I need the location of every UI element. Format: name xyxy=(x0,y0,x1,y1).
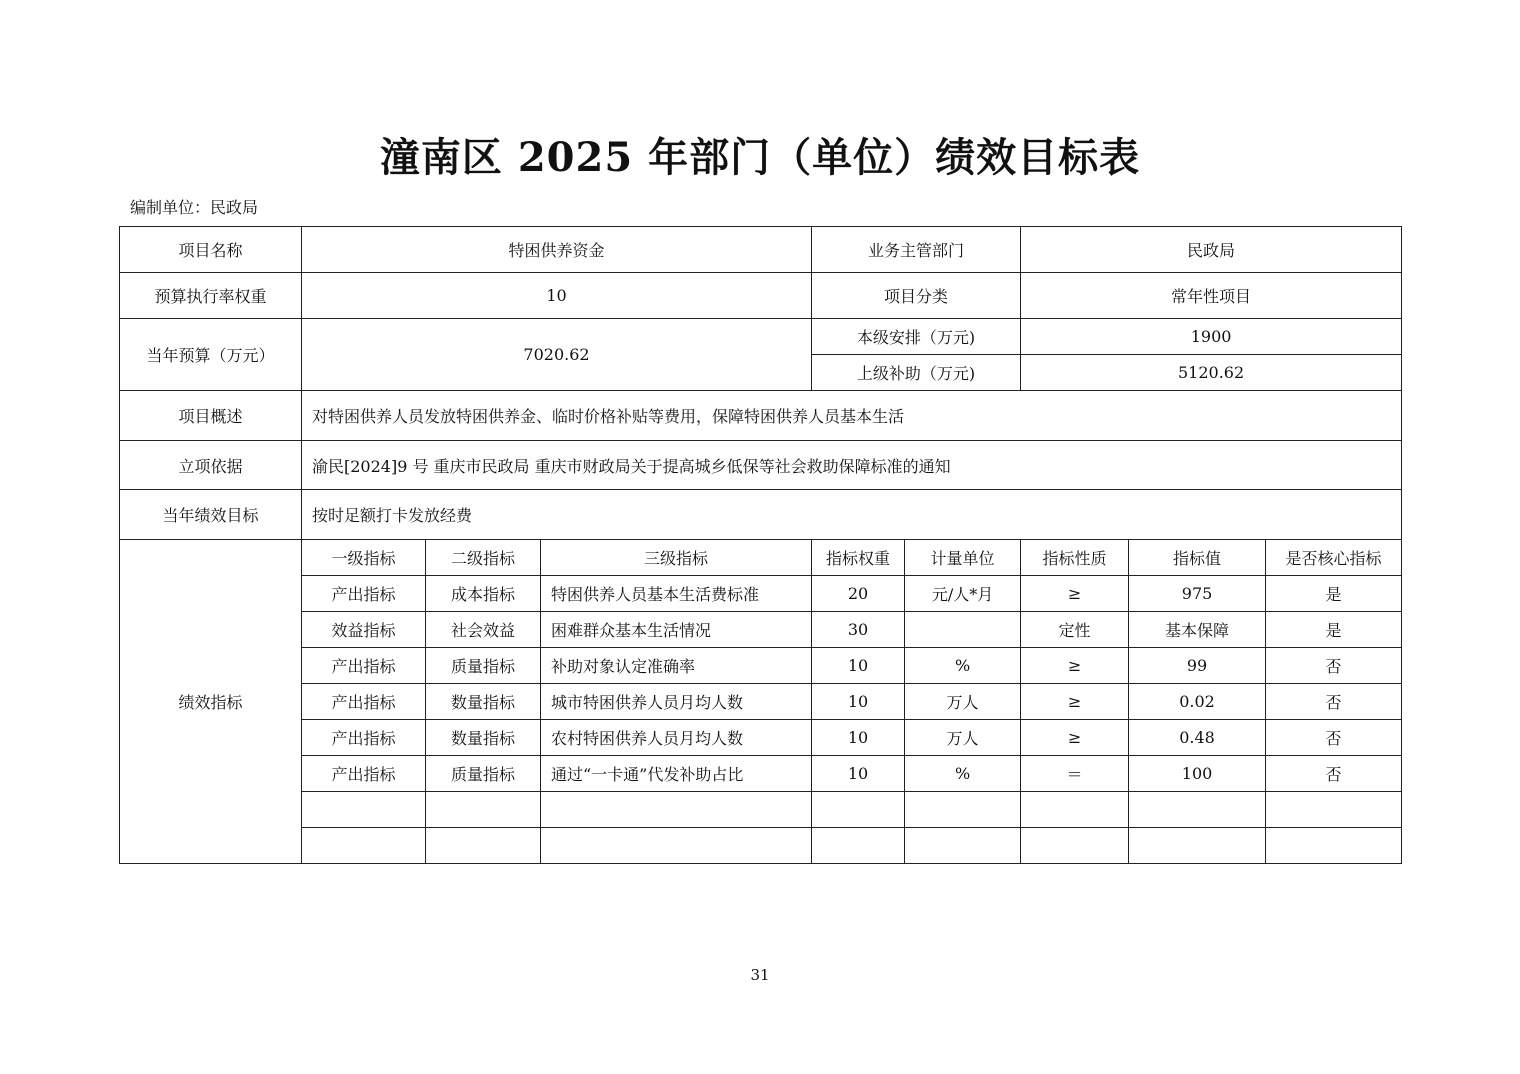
empty-cell xyxy=(302,828,426,864)
dept-label: 业务主管部门 xyxy=(812,227,1021,273)
empty-cell xyxy=(1266,828,1402,864)
nature-cell: 定性 xyxy=(1021,612,1129,648)
level1-cell: 产出指标 xyxy=(302,684,426,720)
project-category-label: 项目分类 xyxy=(812,273,1021,319)
empty-cell xyxy=(812,828,905,864)
level3-cell: 困难群众基本生活情况 xyxy=(541,612,812,648)
project-name-value: 特困供养资金 xyxy=(302,227,812,273)
core-cell: 否 xyxy=(1266,756,1402,792)
table-row xyxy=(120,684,1402,720)
level3-cell: 通过“一卡通”代发补助占比 xyxy=(541,756,812,792)
header-level3: 三级指标 xyxy=(541,540,812,576)
annual-budget-label: 当年预算（万元） xyxy=(120,319,302,391)
unit-cell: 万人 xyxy=(905,684,1021,720)
value-cell: 99 xyxy=(1129,648,1266,684)
table-row xyxy=(120,648,1402,684)
value-cell: 0.48 xyxy=(1129,720,1266,756)
core-cell: 是 xyxy=(1266,576,1402,612)
empty-cell xyxy=(1129,792,1266,828)
level1-cell: 产出指标 xyxy=(302,756,426,792)
header-level1: 一级指标 xyxy=(302,540,426,576)
empty-cell xyxy=(1021,828,1129,864)
empty-cell xyxy=(1021,792,1129,828)
header-core: 是否核心指标 xyxy=(1266,540,1402,576)
level1-cell: 效益指标 xyxy=(302,612,426,648)
weight-cell: 30 xyxy=(812,612,905,648)
empty-cell xyxy=(302,792,426,828)
dept-value: 民政局 xyxy=(1021,227,1402,273)
value-cell: 0.02 xyxy=(1129,684,1266,720)
overview-label: 项目概述 xyxy=(120,391,302,441)
nature-cell: ≥ xyxy=(1021,648,1129,684)
level3-cell: 城市特困供养人员月均人数 xyxy=(541,684,812,720)
basis-label: 立项依据 xyxy=(120,441,302,490)
weight-cell: 10 xyxy=(812,720,905,756)
value-cell: 975 xyxy=(1129,576,1266,612)
unit-cell: % xyxy=(905,756,1021,792)
table-row xyxy=(120,612,1402,648)
indicator-header-row xyxy=(120,540,1402,576)
upper-funding-value: 5120.62 xyxy=(1021,355,1402,391)
core-cell: 是 xyxy=(1266,612,1402,648)
empty-cell xyxy=(905,828,1021,864)
empty-cell xyxy=(1266,792,1402,828)
performance-target-table xyxy=(119,226,1402,864)
page-number: 31 xyxy=(750,966,770,984)
empty-row xyxy=(120,828,1402,864)
annual-goal-label: 当年绩效目标 xyxy=(120,490,302,540)
basis-value: 渝民[2024]9 号 重庆市民政局 重庆市财政局关于提高城乡低保等社会救助保障标准的通知 xyxy=(302,441,1402,490)
weight-cell: 10 xyxy=(812,648,905,684)
nature-cell: ＝ xyxy=(1021,756,1129,792)
empty-cell xyxy=(1129,828,1266,864)
nature-cell: ≥ xyxy=(1021,576,1129,612)
table-row xyxy=(120,756,1402,792)
empty-cell xyxy=(426,792,541,828)
header-unit: 计量单位 xyxy=(905,540,1021,576)
unit-cell xyxy=(905,612,1021,648)
core-cell: 否 xyxy=(1266,720,1402,756)
core-cell: 否 xyxy=(1266,648,1402,684)
compiling-unit: 编制单位：民政局 xyxy=(130,198,259,217)
project-category-value: 常年性项目 xyxy=(1021,273,1402,319)
project-name-label: 项目名称 xyxy=(120,227,302,273)
level3-cell: 补助对象认定准确率 xyxy=(541,648,812,684)
level2-cell: 质量指标 xyxy=(426,756,541,792)
weight-cell: 10 xyxy=(812,756,905,792)
header-level2: 二级指标 xyxy=(426,540,541,576)
core-cell: 否 xyxy=(1266,684,1402,720)
unit-cell: 万人 xyxy=(905,720,1021,756)
annual-budget-value: 7020.62 xyxy=(302,319,812,391)
level3-cell: 特困供养人员基本生活费标准 xyxy=(541,576,812,612)
empty-cell xyxy=(905,792,1021,828)
level2-cell: 数量指标 xyxy=(426,720,541,756)
header-value: 指标值 xyxy=(1129,540,1266,576)
nature-cell: ≥ xyxy=(1021,720,1129,756)
budget-weight-label: 预算执行率权重 xyxy=(120,273,302,319)
weight-cell: 20 xyxy=(812,576,905,612)
unit-cell: 元/人*月 xyxy=(905,576,1021,612)
local-funding-value: 1900 xyxy=(1021,319,1402,355)
empty-cell xyxy=(541,792,812,828)
level1-cell: 产出指标 xyxy=(302,576,426,612)
empty-cell xyxy=(812,792,905,828)
weight-cell: 10 xyxy=(812,684,905,720)
value-cell: 100 xyxy=(1129,756,1266,792)
empty-row xyxy=(120,792,1402,828)
annual-goal-value: 按时足额打卡发放经费 xyxy=(302,490,1402,540)
page-title: 潼南区 2025 年部门（单位）绩效目标表 xyxy=(379,134,1141,181)
empty-cell xyxy=(426,828,541,864)
indicators-label: 绩效指标 xyxy=(120,540,302,864)
nature-cell: ≥ xyxy=(1021,684,1129,720)
empty-cell xyxy=(541,828,812,864)
header-weight: 指标权重 xyxy=(812,540,905,576)
level1-cell: 产出指标 xyxy=(302,720,426,756)
budget-weight-value: 10 xyxy=(302,273,812,319)
level2-cell: 成本指标 xyxy=(426,576,541,612)
header-nature: 指标性质 xyxy=(1021,540,1129,576)
level2-cell: 数量指标 xyxy=(426,684,541,720)
upper-funding-label: 上级补助（万元) xyxy=(812,355,1021,391)
value-cell: 基本保障 xyxy=(1129,612,1266,648)
unit-cell: % xyxy=(905,648,1021,684)
overview-value: 对特困供养人员发放特困供养金、临时价格补贴等费用，保障特困供养人员基本生活 xyxy=(302,391,1402,441)
level2-cell: 社会效益 xyxy=(426,612,541,648)
level1-cell: 产出指标 xyxy=(302,648,426,684)
level3-cell: 农村特困供养人员月均人数 xyxy=(541,720,812,756)
local-funding-label: 本级安排（万元) xyxy=(812,319,1021,355)
table-row xyxy=(120,720,1402,756)
level2-cell: 质量指标 xyxy=(426,648,541,684)
table-row xyxy=(120,576,1402,612)
